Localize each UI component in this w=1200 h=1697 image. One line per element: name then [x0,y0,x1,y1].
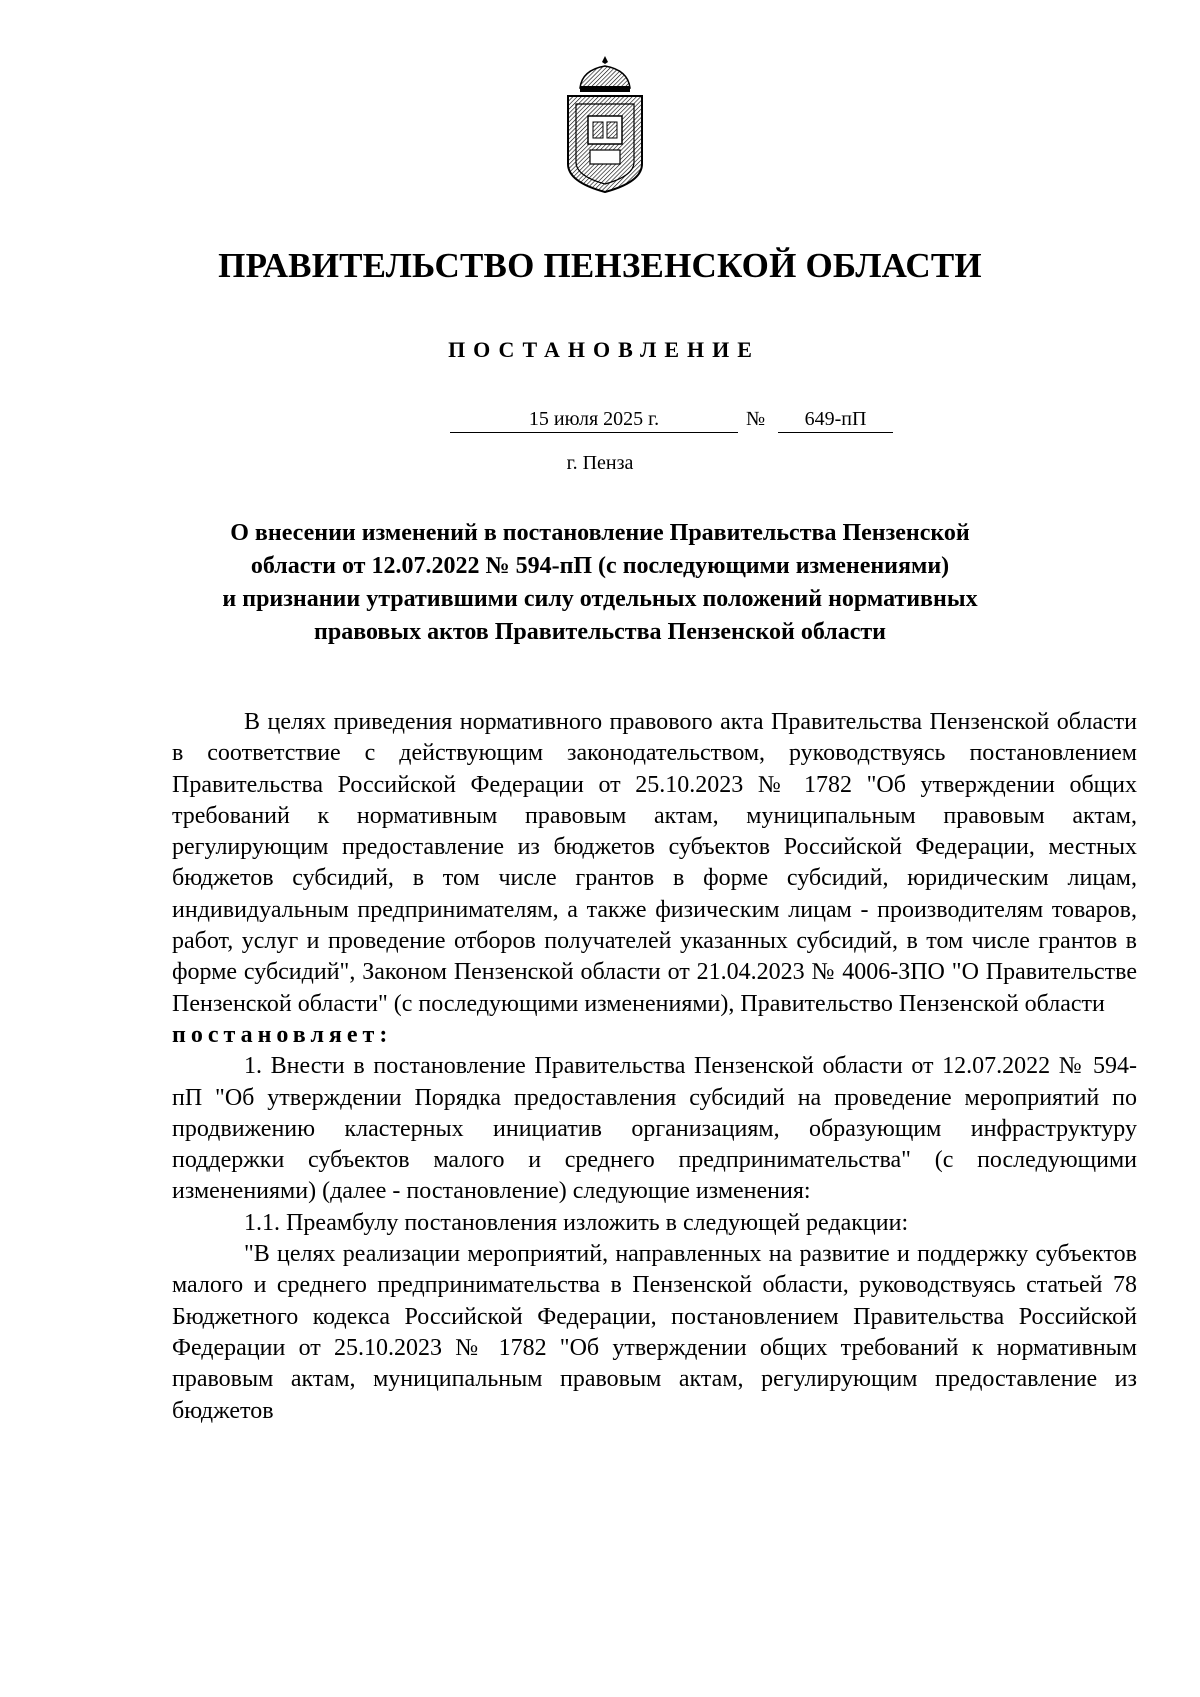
item-1-paragraph: 1. Внести в постановление Правительства Пензенской области от 12.07.2022 № 594-пП "Об утверждении Порядка предоставления субсидий на проведение мероприятий по продвижению кластерных инициатив организациям, образующим инфраструктуру поддержки субъектов малого и среднего предпринимательства" (с последующими изменениями) (далее - постановление) следующие изменения: [172,1053,1137,1205]
decree-number: 649-пП [778,408,893,433]
city: г. Пенза [566,452,634,474]
resolves-text: постановляет: [172,1021,393,1048]
title-line: области от 12.07.2022 № 594-пП (с последующими изменениями) [250,553,950,579]
date-number-line [0,408,1200,434]
resolves-word [172,1020,1137,1051]
title-line: правовых актов Правительства Пензенской области [314,619,886,645]
government-name: ПРАВИТЕЛЬСТВО ПЕНЗЕНСКОЙ ОБЛАСТИ [218,246,982,285]
title-line: О внесении изменений в постановление Правительства Пензенской [230,520,970,546]
preamble-paragraph: В целях приведения нормативного правового акта Правительства Пензенской области в соответствие с действующим законодательством, руководствуясь постановлением Правительства Российской Федерации от 25.10.2023 № 1782 "Об утверждении общих требований к нормативным правовым актам, муниципальным правовым актам, регулирующим предоставление из бюджетов субъектов Российской Федерации, местных бюджетов субсидий, в том числе грантов в форме субсидий, юридическим лицам, индивидуальным предпринимателям, а также физическим лицам - производителям товаров, работ, услуг и проведение отборов получателей указанных субсидий, в том числе грантов в форме субсидий", Законом Пензенской области от 21.04.2023 № 4006-ЗПО "О Правительстве Пензенской области" (с последующими изменениями), Правительство Пензенской области [172,709,1137,1017]
title-line: и признании утратившими силу отдельных положений нормативных [222,586,978,612]
decree-date: 15 июля 2025 г. [450,408,738,433]
quoted-preamble-paragraph: "В целях реализации мероприятий, направленных на развитие и поддержку субъектов малого и среднего предпринимательства в Пензенской области, руководствуясь статьей 78 Бюджетного кодекса Российской Федерации, постановлением Правительства Российской Федерации от 25.10.2023 № 1782 "Об утверждении общих требований к нормативным правовым актам, муниципальным правовым актам, регулирующим предоставление из бюджетов [172,1241,1137,1424]
document-type: ПОСТАНОВЛЕНИЕ [448,337,760,362]
document-body [172,707,1137,1427]
coat-of-arms-emblem [560,54,650,196]
decree-title [170,517,1030,649]
number-sign: № [746,408,766,430]
item-1-1-paragraph: 1.1. Преамбулу постановления изложить в следующей редакции: [244,1209,909,1236]
